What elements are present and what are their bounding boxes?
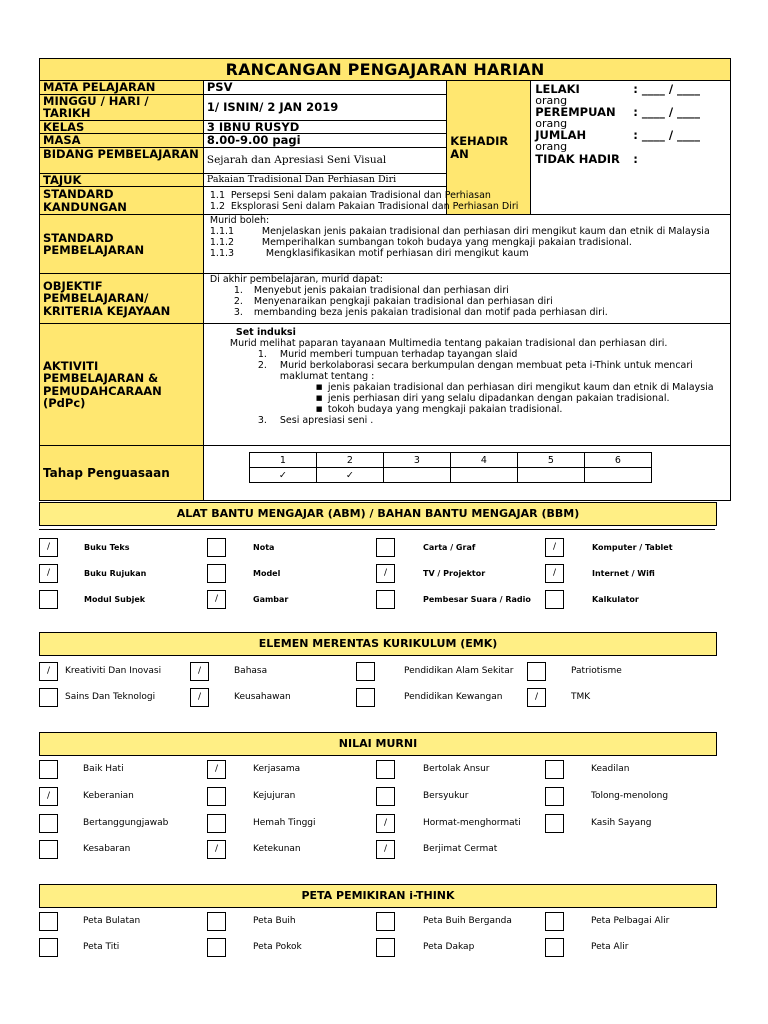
checkbox[interactable]	[545, 938, 564, 957]
checkbox-label: Buku Rujukan	[84, 569, 147, 578]
checkbox-label: Keusahawan	[234, 692, 291, 702]
checkbox[interactable]	[356, 662, 375, 681]
checkbox[interactable]	[207, 938, 226, 957]
objektif-content	[203, 274, 730, 324]
checkbox-label: Pembesar Suara / Radio	[423, 595, 531, 604]
orang-3: orang	[535, 140, 568, 153]
checkbox-label: Tolong-menolong	[591, 791, 669, 801]
aktiviti-label: AKTIVITI PEMBELAJARAN & PEMUDAHCARAAN (PdPc)	[40, 324, 204, 446]
checkbox-label: Berjimat Cermat	[423, 844, 498, 854]
checkbox-label: Peta Buih Berganda	[423, 916, 512, 926]
sp-item: 1.1.1 Menjelaskan jenis pakaian tradisional dan perhiasan diri mengikut kaum dan etnik di Malaysia	[209, 226, 710, 237]
checkbox[interactable]	[545, 760, 564, 779]
checkbox[interactable]	[376, 590, 395, 609]
abm-header: ALAT BANTU MENGAJAR (ABM) / BAHAN BANTU MENGAJAR (BBM)	[39, 502, 717, 526]
aktiviti-step: 1. Murid memberi tumpuan terhadap tayangan slaid	[257, 349, 518, 360]
checkbox[interactable]	[545, 590, 564, 609]
tahap-check[interactable]	[450, 468, 517, 483]
checkbox-label: Carta / Graf	[423, 543, 476, 552]
checkbox-label: Keberanian	[83, 791, 134, 801]
page-title: RANCANGAN PENGAJARAN HARIAN	[40, 59, 731, 81]
tahap-check[interactable]	[584, 468, 651, 483]
checkbox[interactable]: /	[376, 840, 395, 859]
checkbox[interactable]: /	[39, 662, 58, 681]
aktiviti-step: 3. Sesi apresiasi seni .	[257, 415, 374, 426]
checkbox-label: Peta Pokok	[253, 942, 302, 952]
aktiviti-content	[203, 324, 730, 446]
checkbox-label: Internet / Wifi	[592, 569, 655, 578]
checkbox[interactable]	[207, 814, 226, 833]
standard-kandungan-content	[203, 187, 730, 215]
lelaki-label: LELAKI	[535, 82, 580, 96]
checkbox[interactable]: /	[190, 688, 209, 707]
checkbox[interactable]: /	[545, 538, 564, 557]
checkbox[interactable]	[39, 938, 58, 957]
tahap-label: Tahap Penguasaan	[40, 446, 204, 501]
ithink-header: PETA PEMIKIRAN i-THINK	[39, 884, 717, 908]
checkbox[interactable]	[207, 564, 226, 583]
checkbox-label: Hormat-menghormati	[423, 818, 521, 828]
checkbox-label: Sains Dan Teknologi	[65, 692, 156, 702]
sp-intro: Murid boleh:	[209, 215, 270, 226]
checkbox[interactable]	[356, 688, 375, 707]
tahap-level: 1	[249, 453, 316, 468]
tidak-hadir-fill[interactable]: :	[633, 152, 638, 166]
checkbox[interactable]: /	[527, 688, 546, 707]
masa-label: MASA	[40, 134, 204, 148]
obj-item: 3. membanding beza jenis pakaian tradisional dan motif pada perhiasan diri.	[233, 307, 608, 318]
checkbox-label: TV / Projektor	[423, 569, 486, 578]
lesson-plan-table	[39, 58, 731, 501]
minggu-label: MINGGU / HARI / TARIKH	[40, 94, 204, 120]
checkbox[interactable]	[39, 760, 58, 779]
checkbox[interactable]: /	[207, 840, 226, 859]
checkbox[interactable]	[39, 840, 58, 859]
checkbox[interactable]	[376, 938, 395, 957]
mata-pelajaran-label: MATA PELAJARAN	[40, 81, 204, 95]
standard-pembelajaran-content	[203, 215, 730, 274]
set-induksi: Set induksi	[235, 327, 296, 338]
checkbox-label: Model	[253, 569, 281, 578]
tahap-check[interactable]	[383, 468, 450, 483]
kehadiran-label: KEHADIR AN	[447, 81, 531, 215]
aktiviti-bullet: ■ tokoh budaya yang mengkaji pakaian tradisional.	[315, 404, 563, 415]
jumlah-label: JUMLAH	[535, 128, 587, 142]
orang-2: orang	[535, 117, 568, 130]
divider	[39, 529, 715, 530]
objektif-label: OBJEKTIF PEMBELAJARAN/ KRITERIA KEJAYAAN	[40, 274, 204, 324]
minggu-value[interactable]: 1/ ISNIN/ 2 JAN 2019	[203, 94, 446, 120]
checkbox-label: Kasih Sayang	[591, 818, 652, 828]
masa-value[interactable]: 8.00-9.00 pagi	[203, 134, 446, 148]
mata-pelajaran-value[interactable]: PSV	[203, 81, 446, 95]
checkbox-label: Pendidikan Alam Sekitar	[404, 666, 514, 676]
tahap-table	[249, 452, 652, 483]
tahap-level: 2	[316, 453, 383, 468]
checkbox[interactable]	[545, 814, 564, 833]
tajuk-label: TAJUK	[40, 173, 204, 187]
checkbox-label: Modul Subjek	[84, 595, 146, 604]
sp-item: 1.1.2 Memperihalkan sumbangan tokoh budaya yang mengkaji pakaian tradisional.	[209, 237, 632, 248]
standard-kandungan-label: STANDARD KANDUNGAN	[40, 187, 204, 215]
tahap-content	[203, 446, 730, 501]
kelas-value[interactable]: 3 IBNU RUSYD	[203, 120, 446, 134]
obj-intro: Di akhir pembelajaran, murid dapat:	[209, 274, 383, 285]
sp-item: 1.1.3 Mengklasifikasikan motif perhiasan diri mengikut kaum	[209, 248, 529, 259]
kelas-label: KELAS	[40, 120, 204, 134]
checkbox-label: Bersyukur	[423, 791, 469, 801]
checkbox[interactable]	[527, 662, 546, 681]
perempuan-fill[interactable]: : ____ / ____	[633, 105, 701, 119]
checkbox[interactable]	[207, 538, 226, 557]
tahap-level: 4	[450, 453, 517, 468]
checkbox-label: Hemah Tinggi	[253, 818, 316, 828]
checkbox-label: Gambar	[253, 595, 289, 604]
checkbox[interactable]	[39, 814, 58, 833]
obj-item: 1. Menyebut jenis pakaian tradisional dan perhiasan diri	[233, 285, 509, 296]
jumlah-fill[interactable]: : ____ / ____	[633, 128, 701, 142]
perempuan-label: PEREMPUAN	[535, 105, 616, 119]
checkbox-label: TMK	[571, 692, 591, 702]
checkbox-label: Peta Dakap	[423, 942, 475, 952]
checkbox[interactable]: /	[545, 564, 564, 583]
checkbox[interactable]	[376, 760, 395, 779]
checkbox-label: Buku Teks	[84, 543, 130, 552]
bidang-label: BIDANG PEMBELAJARAN	[40, 147, 204, 173]
checkbox-label: Keadilan	[591, 764, 630, 774]
checkbox[interactable]	[39, 912, 58, 931]
aktiviti-intro: Murid melihat paparan tayanaan Multimedia tentang pakaian tradisional dan perhiasan diri.	[229, 338, 668, 349]
checkbox[interactable]: /	[376, 814, 395, 833]
tahap-level: 6	[584, 453, 651, 468]
tidak-hadir-label: TIDAK HADIR	[535, 152, 620, 166]
tidak-hadir-row	[535, 152, 726, 166]
checkbox-label: Peta Titi	[83, 942, 120, 952]
checkbox-label: Kreativiti Dan Inovasi	[65, 666, 162, 676]
obj-item: 2. Menyenaraikan pengkaji pakaian tradisional dan perhiasan diri	[233, 296, 553, 307]
checkbox[interactable]: /	[39, 538, 58, 557]
checkbox-label: Kesabaran	[83, 844, 131, 854]
checkbox[interactable]: /	[207, 590, 226, 609]
aktiviti-bullet: ■ jenis pakaian tradisional dan perhiasan diri mengikut kaum dan etnik di Malaysia	[315, 382, 714, 393]
checkbox[interactable]	[376, 787, 395, 806]
orang-1: orang	[535, 94, 568, 107]
checkbox-label: Peta Alir	[591, 942, 629, 952]
checkbox[interactable]	[376, 912, 395, 931]
checkbox[interactable]	[376, 538, 395, 557]
tahap-check[interactable]: ✓	[249, 468, 316, 483]
tajuk-value[interactable]: Pakaian Tradisional Dan Perhiasan Diri	[203, 173, 446, 187]
tahap-check[interactable]: ✓	[316, 468, 383, 483]
checkbox-label: Kejujuran	[253, 791, 296, 801]
checkbox-label: Baik Hati	[83, 764, 124, 774]
aktiviti-bullet: ■ jenis perhiasan diri yang selalu dipadankan dengan pakaian tradisional.	[315, 393, 670, 404]
checkbox-label: Bahasa	[234, 666, 268, 676]
checkbox-label: Komputer / Tablet	[592, 543, 673, 552]
bidang-value[interactable]: Sejarah dan Apresiasi Seni Visual	[203, 147, 446, 173]
tahap-level: 5	[517, 453, 584, 468]
checkbox[interactable]	[207, 787, 226, 806]
checkbox[interactable]: /	[39, 564, 58, 583]
checkbox[interactable]: /	[376, 564, 395, 583]
checkbox[interactable]	[39, 590, 58, 609]
tahap-check[interactable]	[517, 468, 584, 483]
checkbox-label: Pendidikan Kewangan	[404, 692, 503, 702]
checkbox[interactable]: /	[39, 787, 58, 806]
checkbox-label: Kerjasama	[253, 764, 301, 774]
checkbox-label: Kalkulator	[592, 595, 639, 604]
nilai-header: NILAI MURNI	[39, 732, 717, 756]
checkbox-label: Ketekunan	[253, 844, 301, 854]
lelaki-fill[interactable]: : ____ / ____	[633, 82, 701, 96]
tahap-level: 3	[383, 453, 450, 468]
checkbox[interactable]: /	[207, 760, 226, 779]
checkbox[interactable]: /	[190, 662, 209, 681]
checkbox-label: Peta Pelbagai Alir	[591, 916, 670, 926]
checkbox-label: Peta Buih	[253, 916, 296, 926]
sk-item: 1.1 Persepsi Seni dalam pakaian Tradisional dan Perhiasan	[209, 189, 491, 201]
standard-pembelajaran-label: STANDARD PEMBELAJARAN	[40, 215, 204, 274]
aktiviti-step: 2. Murid berkolaborasi secara berkumpulan dengan membuat peta i-Think untuk mencari maklumat tentang :	[257, 360, 693, 382]
checkbox-label: Bertanggungjawab	[83, 818, 169, 828]
checkbox-label: Patriotisme	[571, 666, 622, 676]
checkbox[interactable]	[39, 688, 58, 707]
checkbox[interactable]	[545, 787, 564, 806]
checkbox-label: Nota	[253, 543, 275, 552]
sk-item: 1.2 Eksplorasi Seni dalam Pakaian Tradisional dan Perhiasan Diri	[209, 200, 519, 212]
checkbox[interactable]	[207, 912, 226, 931]
emk-header: ELEMEN MERENTAS KURIKULUM (EMK)	[39, 632, 717, 656]
checkbox-label: Bertolak Ansur	[423, 764, 490, 774]
checkbox[interactable]	[545, 912, 564, 931]
checkbox-label: Peta Bulatan	[83, 916, 141, 926]
